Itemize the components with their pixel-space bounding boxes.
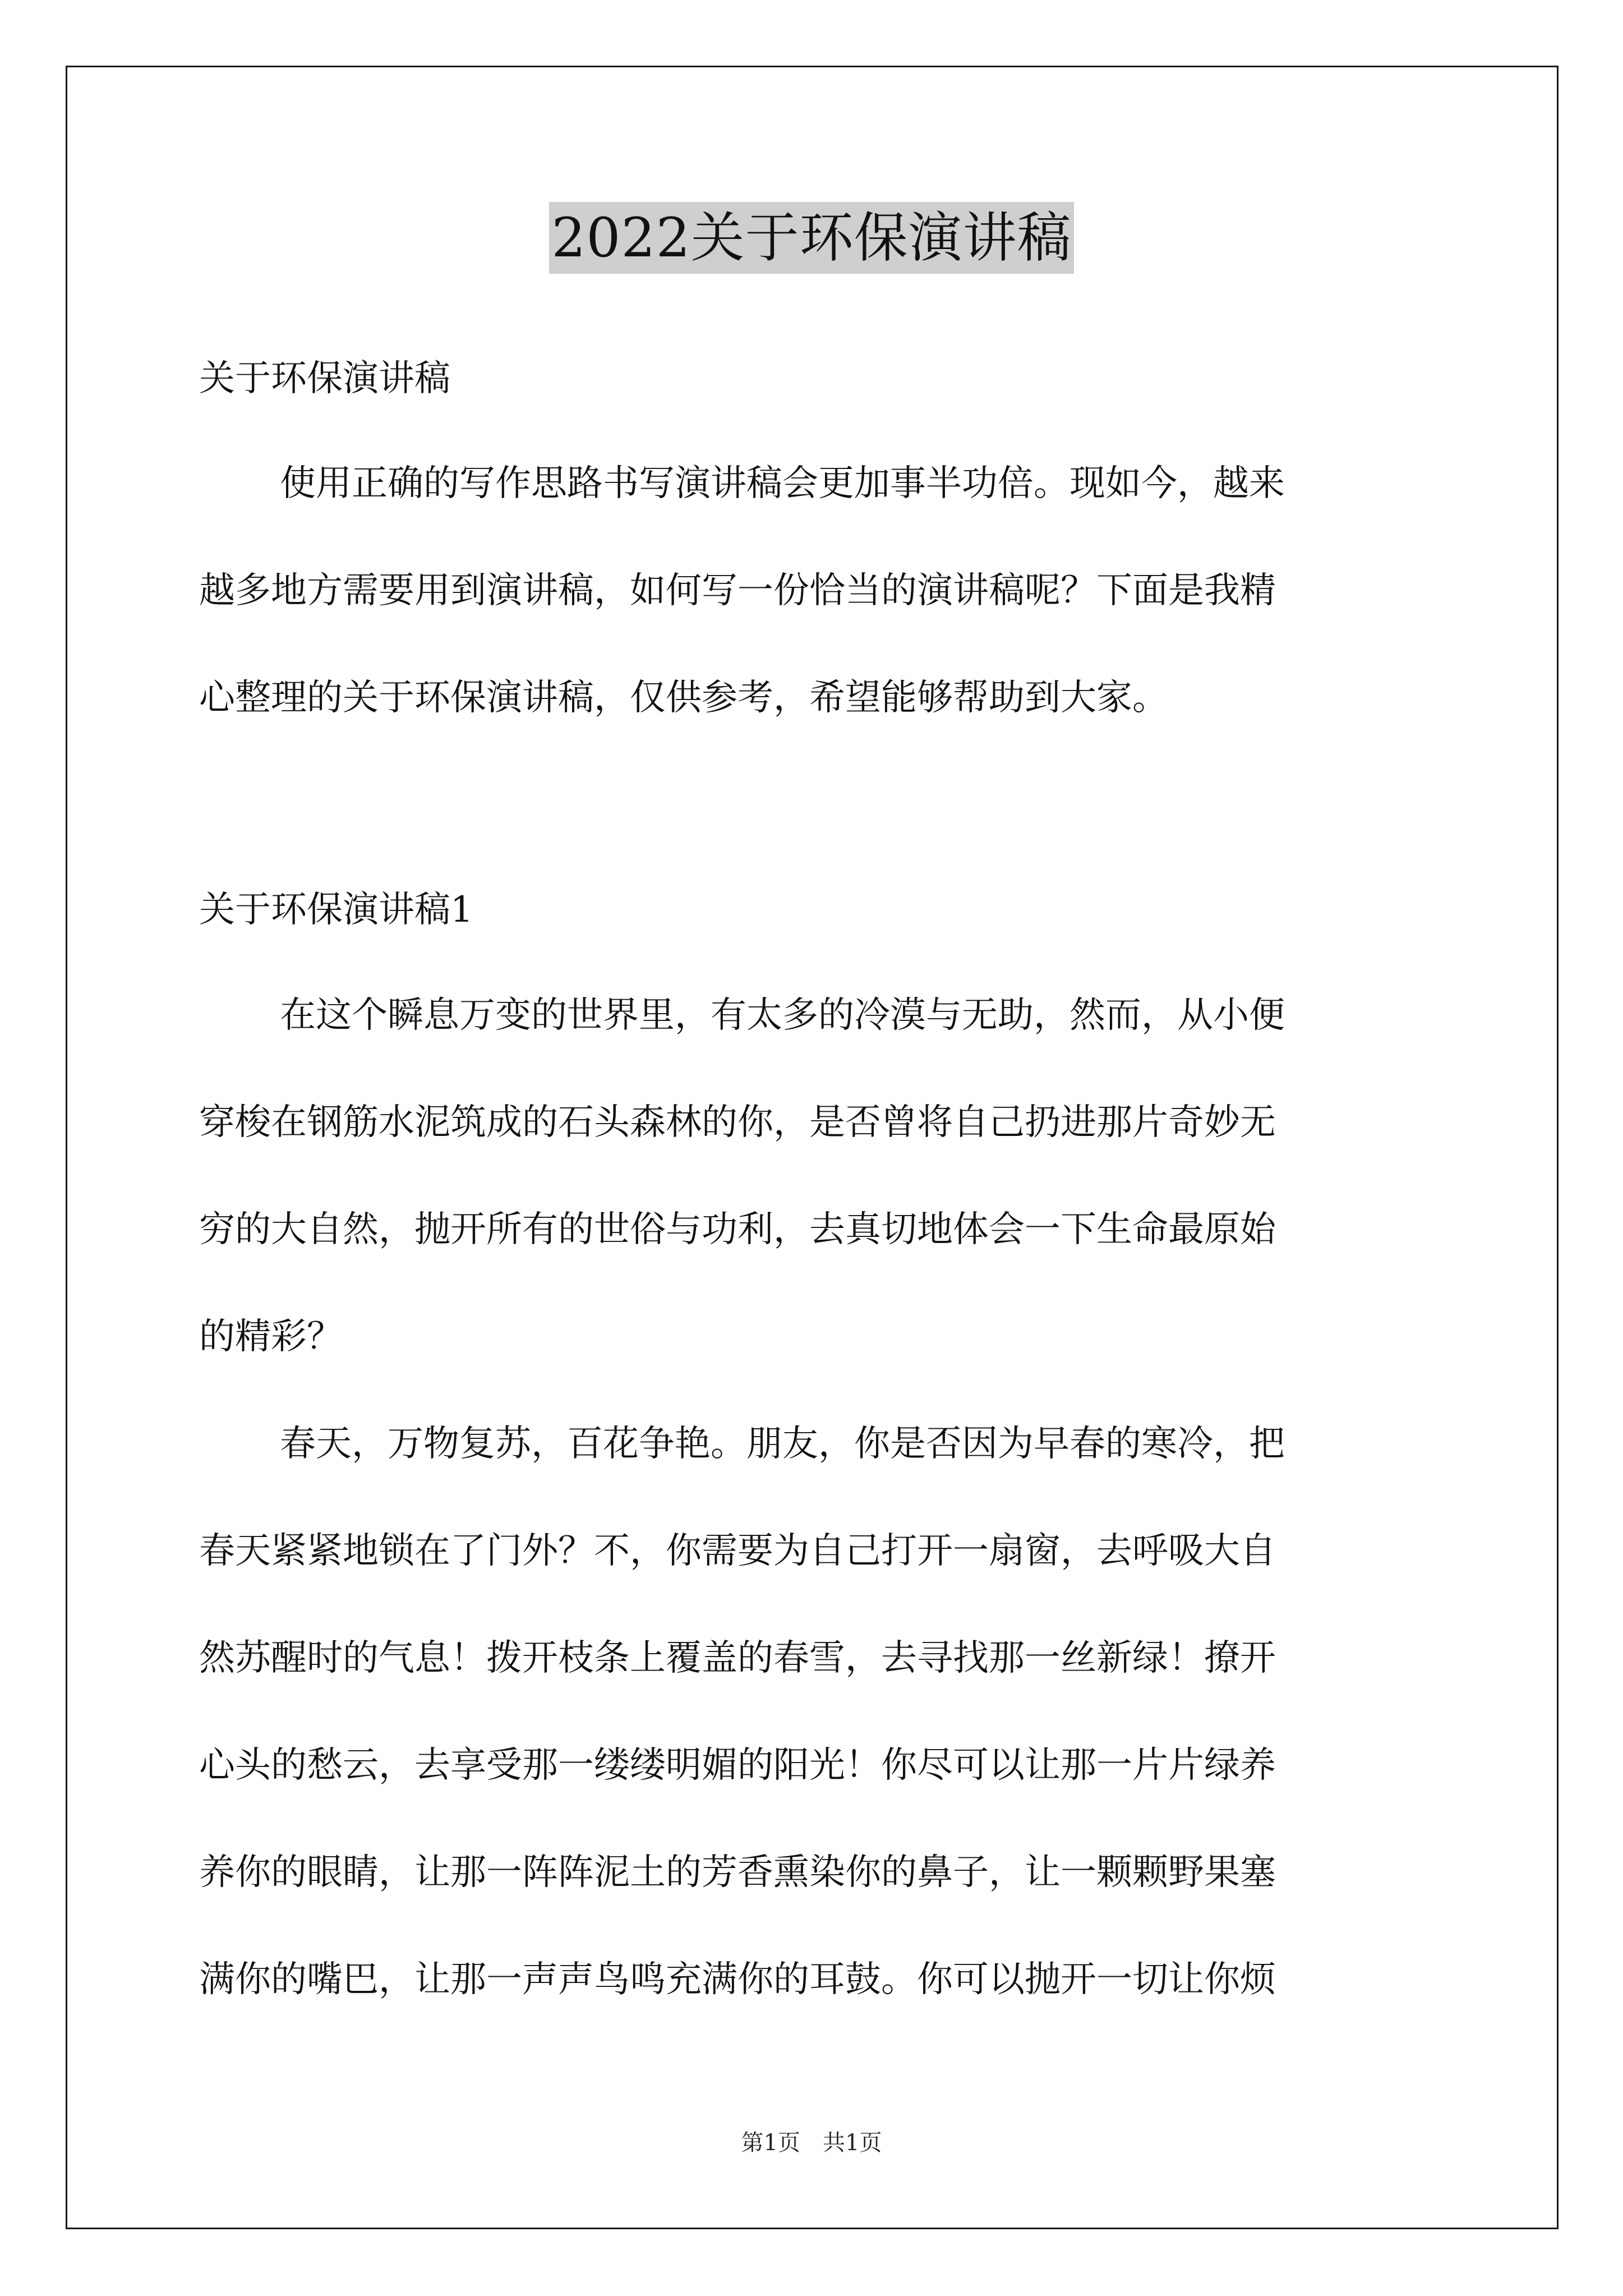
intro-line: 心整理的关于环保演讲稿，仅供参考，希望能够帮助到大家。 (199, 677, 1168, 719)
title-container (0, 202, 1623, 274)
paragraph-line: 春天，万物复苏，百花争艳。朋友，你是否因为早春的寒冷，把 (280, 1423, 1285, 1465)
paragraph-line: 春天紧紧地锁在了门外？不，你需要为自己打开一扇窗，去呼吸大自 (199, 1530, 1276, 1572)
paragraph-line: 养你的眼睛，让那一阵阵泥土的芳香熏染你的鼻子，让一颗颗野果塞 (199, 1852, 1276, 1893)
paragraph-line: 穿梭在钢筋水泥筑成的石头森林的你，是否曾将自己扔进那片奇妙无 (199, 1102, 1276, 1143)
paragraph-line: 的精彩？ (199, 1316, 343, 1358)
intro-line: 越多地方需要用到演讲稿，如何写一份恰当的演讲稿呢？下面是我精 (199, 570, 1276, 611)
paragraph-line: 满你的嘴巴，让那一声声鸟鸣充满你的耳鼓。你可以抛开一切让你烦 (199, 1959, 1276, 2000)
intro-line: 使用正确的写作思路书写演讲稿会更加事半功倍。现如今，越来 (280, 463, 1285, 504)
document-title: 2022关于环保演讲稿 (549, 202, 1073, 274)
paragraph-line: 然苏醒时的气息！拨开枝条上覆盖的春雪，去寻找那一丝新绿！撩开 (199, 1637, 1276, 1679)
paragraph-line: 心头的愁云，去享受那一缕缕明媚的阳光！你尽可以让那一片片绿养 (199, 1745, 1276, 1786)
page-footer: 第1页 共1页 (741, 2130, 882, 2156)
section-heading: 关于环保演讲稿1 (199, 889, 473, 931)
paragraph-line: 在这个瞬息万变的世界里，有太多的冷漠与无助，然而，从小便 (280, 995, 1285, 1036)
paragraph-line: 穷的大自然，抛开所有的世俗与功利，去真切地体会一下生命最原始 (199, 1209, 1276, 1250)
subtitle: 关于环保演讲稿 (199, 358, 450, 399)
